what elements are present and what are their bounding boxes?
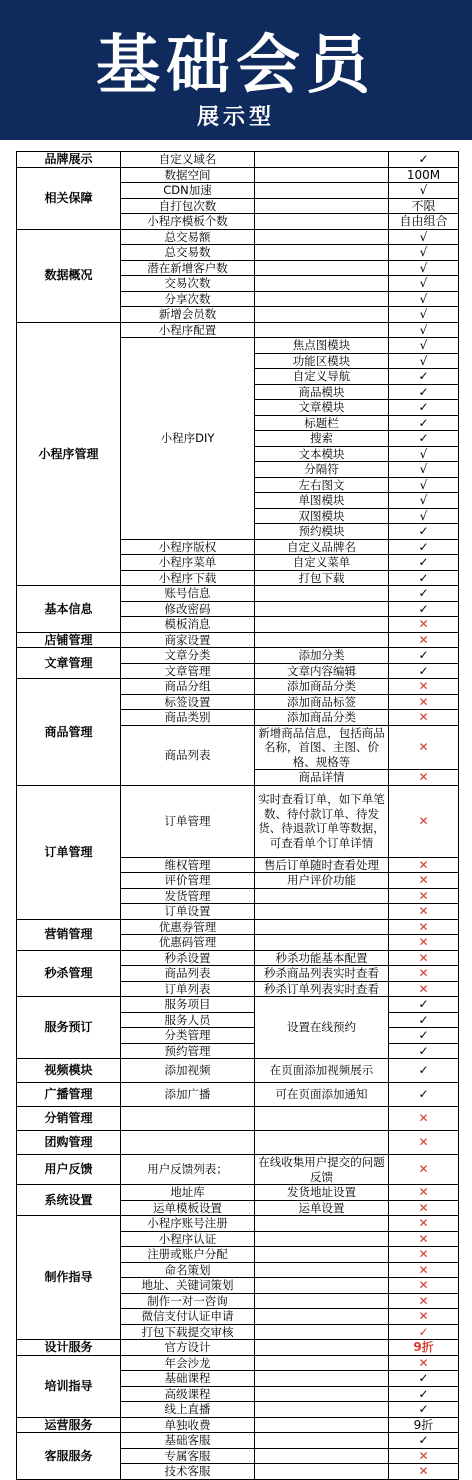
- detail-cell: 功能区模块: [255, 353, 389, 369]
- detail-cell: 设置在线预约: [255, 997, 389, 1059]
- value-cell: 9折: [389, 1340, 459, 1356]
- feature-cell: 小程序下载: [121, 570, 255, 586]
- feature-cell: 基础课程: [121, 1371, 255, 1387]
- value-cell: ✕: [389, 935, 459, 951]
- value-cell: √: [389, 260, 459, 276]
- value-cell: √: [389, 508, 459, 524]
- value-cell: √: [389, 183, 459, 199]
- feature-cell: 文章分类: [121, 648, 255, 664]
- value-cell: ✕: [389, 1262, 459, 1278]
- category-cell: 品牌展示: [17, 152, 121, 168]
- category-cell: 小程序管理: [17, 322, 121, 586]
- feature-cell: [121, 1107, 255, 1131]
- detail-cell: [255, 276, 389, 292]
- category-cell: 数据概况: [17, 229, 121, 322]
- detail-cell: [255, 904, 389, 920]
- category-cell: 培训指导: [17, 1355, 121, 1417]
- value-cell: ✕: [389, 1231, 459, 1247]
- category-cell: 分销管理: [17, 1107, 121, 1131]
- category-cell: 广播管理: [17, 1083, 121, 1107]
- detail-cell: 用户评价功能: [255, 873, 389, 889]
- value-cell: ✓: [389, 1433, 459, 1449]
- detail-cell: 添加商品标签: [255, 694, 389, 710]
- table-row: [17, 919, 459, 935]
- table-row: [17, 1216, 459, 1232]
- value-cell: ✕: [389, 710, 459, 726]
- value-cell: ✕: [389, 770, 459, 786]
- table-row: [17, 1433, 459, 1449]
- detail-cell: [255, 1293, 389, 1309]
- table-row: [17, 1417, 459, 1433]
- detail-cell: 可在页面添加通知: [255, 1083, 389, 1107]
- detail-cell: [255, 888, 389, 904]
- value-cell: ✓: [389, 369, 459, 385]
- value-cell: ✕: [389, 1185, 459, 1201]
- table-row: [17, 632, 459, 648]
- value-cell: ✓: [389, 1043, 459, 1059]
- detail-cell: 文本模块: [255, 446, 389, 462]
- feature-cell: 小程序模板个数: [121, 214, 255, 230]
- value-cell: ✓: [389, 586, 459, 602]
- detail-cell: 添加商品分类: [255, 679, 389, 695]
- detail-cell: 售后订单随时查看处理: [255, 857, 389, 873]
- detail-cell: 添加分类: [255, 648, 389, 664]
- table-row: [17, 1083, 459, 1107]
- detail-cell: 自定义品牌名: [255, 539, 389, 555]
- feature-cell: 总交易额: [121, 229, 255, 245]
- value-cell: √: [389, 245, 459, 261]
- feature-cell: 线上直播: [121, 1402, 255, 1418]
- detail-cell: 发货地址设置: [255, 1185, 389, 1201]
- detail-cell: [255, 1402, 389, 1418]
- value-cell: ✓: [389, 1028, 459, 1044]
- table-row: [17, 679, 459, 695]
- value-cell: √: [389, 338, 459, 354]
- table-row: [17, 785, 459, 857]
- value-cell: √: [389, 291, 459, 307]
- table-row: [17, 1185, 459, 1201]
- detail-cell: [255, 1340, 389, 1356]
- feature-cell: 年会沙龙: [121, 1355, 255, 1371]
- detail-cell: [255, 1433, 389, 1449]
- detail-cell: [255, 1309, 389, 1325]
- feature-cell: 分类管理: [121, 1028, 255, 1044]
- value-cell: ✕: [389, 1293, 459, 1309]
- value-cell: ✓: [389, 152, 459, 168]
- value-cell: ✕: [389, 1200, 459, 1216]
- value-cell: ✓: [389, 1371, 459, 1387]
- value-cell: ✓: [389, 648, 459, 664]
- feature-table: [16, 151, 459, 1480]
- value-cell: ✓: [389, 663, 459, 679]
- feature-cell: 发货管理: [121, 888, 255, 904]
- detail-cell: [255, 1231, 389, 1247]
- detail-cell: [255, 214, 389, 230]
- feature-cell: 单独收费: [121, 1417, 255, 1433]
- value-cell: ✓: [389, 555, 459, 571]
- category-cell: 运营服务: [17, 1417, 121, 1433]
- value-cell: ✕: [389, 1448, 459, 1464]
- detail-cell: 商品模块: [255, 384, 389, 400]
- detail-cell: [255, 229, 389, 245]
- detail-cell: 搜索: [255, 431, 389, 447]
- feature-cell: 自打包次数: [121, 198, 255, 214]
- feature-cell: 运单模板设置: [121, 1200, 255, 1216]
- detail-cell: [255, 183, 389, 199]
- feature-cell: 高级课程: [121, 1386, 255, 1402]
- feature-cell: 优惠码管理: [121, 935, 255, 951]
- value-cell: ✕: [389, 1278, 459, 1294]
- detail-cell: [255, 152, 389, 168]
- detail-cell: 运单设置: [255, 1200, 389, 1216]
- value-cell: ✓: [389, 1386, 459, 1402]
- feature-cell: 注册或账户分配: [121, 1247, 255, 1263]
- value-cell: ✕: [389, 1247, 459, 1263]
- page-title: 基础会员: [96, 29, 376, 103]
- detail-cell: 文章模块: [255, 400, 389, 416]
- detail-cell: [255, 586, 389, 602]
- value-cell: √: [389, 353, 459, 369]
- feature-cell: 账号信息: [121, 586, 255, 602]
- detail-cell: [255, 919, 389, 935]
- category-cell: 服务预订: [17, 997, 121, 1059]
- table-row: [17, 586, 459, 602]
- detail-cell: [255, 307, 389, 323]
- value-cell: ✕: [389, 1216, 459, 1232]
- category-cell: 设计服务: [17, 1340, 121, 1356]
- detail-cell: [255, 167, 389, 183]
- detail-cell: [255, 322, 389, 338]
- value-cell: ✓: [389, 1324, 459, 1340]
- category-cell: 基本信息: [17, 586, 121, 633]
- table-row: [17, 997, 459, 1013]
- value-cell: ✕: [389, 679, 459, 695]
- feature-cell: 模板消息: [121, 617, 255, 633]
- feature-cell: 小程序版权: [121, 539, 255, 555]
- feature-cell: 命名策划: [121, 1262, 255, 1278]
- feature-cell: 潜在新增客户数: [121, 260, 255, 276]
- feature-cell: 专属客服: [121, 1448, 255, 1464]
- detail-cell: [255, 1386, 389, 1402]
- detail-cell: 左右图文: [255, 477, 389, 493]
- feature-cell: 数据空间: [121, 167, 255, 183]
- detail-cell: 秒杀订单列表实时查看: [255, 981, 389, 997]
- value-cell: ✕: [389, 1355, 459, 1371]
- detail-cell: 新增商品信息，包括商品名称，首图、主图、价格、规格等: [255, 725, 389, 770]
- table-row: [17, 648, 459, 664]
- table-row: [17, 322, 459, 338]
- value-cell: ✕: [389, 725, 459, 770]
- detail-cell: 秒杀功能基本配置: [255, 950, 389, 966]
- detail-cell: 商品详情: [255, 770, 389, 786]
- detail-cell: [255, 632, 389, 648]
- feature-cell: 基础客服: [121, 1433, 255, 1449]
- value-cell: ✓: [389, 1059, 459, 1083]
- detail-cell: [255, 935, 389, 951]
- feature-cell: 技术客服: [121, 1464, 255, 1480]
- feature-cell: CDN加速: [121, 183, 255, 199]
- value-cell: ✓: [389, 539, 459, 555]
- detail-cell: 自定义菜单: [255, 555, 389, 571]
- detail-cell: 打包下载: [255, 570, 389, 586]
- value-cell: √: [389, 229, 459, 245]
- feature-cell: 优惠券管理: [121, 919, 255, 935]
- detail-cell: [255, 1355, 389, 1371]
- category-cell: 制作指导: [17, 1216, 121, 1340]
- table-row: [17, 950, 459, 966]
- detail-cell: [255, 1464, 389, 1480]
- value-cell: √: [389, 446, 459, 462]
- detail-cell: [255, 617, 389, 633]
- feature-cell: 总交易数: [121, 245, 255, 261]
- value-cell: ✕: [389, 1464, 459, 1480]
- value-cell: 自由组合: [389, 214, 459, 230]
- detail-cell: 自定义导航: [255, 369, 389, 385]
- detail-cell: 分隔符: [255, 462, 389, 478]
- value-cell: ✓: [389, 1012, 459, 1028]
- value-cell: ✕: [389, 857, 459, 873]
- feature-cell: 商家设置: [121, 632, 255, 648]
- value-cell: ✕: [389, 694, 459, 710]
- detail-cell: [255, 1131, 389, 1155]
- feature-cell: 打包下载提交审核: [121, 1324, 255, 1340]
- value-cell: ✓: [389, 601, 459, 617]
- feature-cell: 秒杀设置: [121, 950, 255, 966]
- detail-cell: [255, 198, 389, 214]
- feature-cell: 小程序认证: [121, 1231, 255, 1247]
- category-cell: 秒杀管理: [17, 950, 121, 997]
- detail-cell: [255, 1262, 389, 1278]
- detail-cell: 文章内容编辑: [255, 663, 389, 679]
- category-cell: 用户反馈: [17, 1155, 121, 1185]
- feature-cell: 自定义域名: [121, 152, 255, 168]
- feature-cell: 添加视频: [121, 1059, 255, 1083]
- feature-cell: 商品列表: [121, 966, 255, 982]
- value-cell: ✕: [389, 617, 459, 633]
- value-cell: 9折: [389, 1417, 459, 1433]
- detail-cell: [255, 1417, 389, 1433]
- feature-cell: 小程序DIY: [121, 338, 255, 540]
- table-row: [17, 1155, 459, 1185]
- value-cell: ✓: [389, 997, 459, 1013]
- value-cell: ✕: [389, 1107, 459, 1131]
- feature-cell: 新增会员数: [121, 307, 255, 323]
- detail-cell: [255, 1278, 389, 1294]
- feature-cell: 订单列表: [121, 981, 255, 997]
- category-cell: 系统设置: [17, 1185, 121, 1216]
- value-cell: ✓: [389, 431, 459, 447]
- value-cell: √: [389, 462, 459, 478]
- detail-cell: 在页面添加视频展示: [255, 1059, 389, 1083]
- value-cell: ✓: [389, 415, 459, 431]
- feature-cell: 评价管理: [121, 873, 255, 889]
- detail-cell: [255, 1371, 389, 1387]
- feature-cell: [121, 1131, 255, 1155]
- table-row: [17, 1340, 459, 1356]
- value-cell: ✕: [389, 904, 459, 920]
- feature-cell: 订单管理: [121, 785, 255, 857]
- detail-cell: 实时查看订单，如下单笔数、待付款订单、待发货、待退款订单等数据，可查看单个订单详情: [255, 785, 389, 857]
- table-row: [17, 1355, 459, 1371]
- value-cell: √: [389, 493, 459, 509]
- detail-cell: [255, 1107, 389, 1131]
- feature-cell: 商品列表: [121, 725, 255, 785]
- value-cell: ✕: [389, 1155, 459, 1185]
- category-cell: 团购管理: [17, 1131, 121, 1155]
- value-cell: √: [389, 477, 459, 493]
- feature-cell: 用户反馈列表；: [121, 1155, 255, 1185]
- category-cell: 相关保障: [17, 167, 121, 229]
- feature-cell: 小程序账号注册: [121, 1216, 255, 1232]
- feature-cell: 小程序菜单: [121, 555, 255, 571]
- detail-cell: [255, 1216, 389, 1232]
- detail-cell: 在线收集用户提交的问题反馈: [255, 1155, 389, 1185]
- feature-cell: 商品分组: [121, 679, 255, 695]
- page-subtitle: 展示型: [196, 105, 275, 130]
- detail-cell: 预约模块: [255, 524, 389, 540]
- detail-cell: [255, 291, 389, 307]
- value-cell: 100M: [389, 167, 459, 183]
- category-cell: 视频模块: [17, 1059, 121, 1083]
- value-cell: ✓: [389, 1402, 459, 1418]
- category-cell: 订单管理: [17, 785, 121, 919]
- value-cell: ✕: [389, 888, 459, 904]
- table-row: [17, 167, 459, 183]
- value-cell: 不限: [389, 198, 459, 214]
- detail-cell: 秒杀商品列表实时查看: [255, 966, 389, 982]
- value-cell: ✕: [389, 966, 459, 982]
- feature-cell: 标签设置: [121, 694, 255, 710]
- detail-cell: 焦点图模块: [255, 338, 389, 354]
- detail-cell: [255, 601, 389, 617]
- feature-cell: 分享次数: [121, 291, 255, 307]
- feature-cell: 小程序配置: [121, 322, 255, 338]
- feature-cell: 服务人员: [121, 1012, 255, 1028]
- page-header: [0, 0, 472, 140]
- value-cell: ✓: [389, 400, 459, 416]
- feature-cell: 交易次数: [121, 276, 255, 292]
- detail-cell: [255, 1448, 389, 1464]
- value-cell: ✕: [389, 785, 459, 857]
- detail-cell: [255, 245, 389, 261]
- value-cell: ✕: [389, 919, 459, 935]
- value-cell: ✓: [389, 524, 459, 540]
- category-cell: 文章管理: [17, 648, 121, 679]
- value-cell: ✓: [389, 570, 459, 586]
- feature-cell: 商品类别: [121, 710, 255, 726]
- detail-cell: 单图模块: [255, 493, 389, 509]
- detail-cell: 添加商品分类: [255, 710, 389, 726]
- category-cell: 营销管理: [17, 919, 121, 950]
- table-row: [17, 229, 459, 245]
- category-cell: 客服服务: [17, 1433, 121, 1480]
- category-cell: 商品管理: [17, 679, 121, 786]
- feature-cell: 地址、关键词策划: [121, 1278, 255, 1294]
- value-cell: ✓: [389, 384, 459, 400]
- value-cell: ✕: [389, 632, 459, 648]
- value-cell: ✕: [389, 950, 459, 966]
- detail-cell: [255, 260, 389, 276]
- feature-cell: 预约管理: [121, 1043, 255, 1059]
- detail-cell: [255, 1324, 389, 1340]
- feature-cell: 官方设计: [121, 1340, 255, 1356]
- value-cell: ✓: [389, 1083, 459, 1107]
- feature-table-wrap: [16, 151, 459, 1480]
- feature-cell: 制作一对一咨询: [121, 1293, 255, 1309]
- value-cell: ✕: [389, 981, 459, 997]
- table-row: [17, 152, 459, 168]
- table-row: [17, 1107, 459, 1131]
- table-row: [17, 1131, 459, 1155]
- feature-cell: 订单设置: [121, 904, 255, 920]
- value-cell: √: [389, 307, 459, 323]
- feature-cell: 服务项目: [121, 997, 255, 1013]
- detail-cell: 标题栏: [255, 415, 389, 431]
- feature-cell: 添加广播: [121, 1083, 255, 1107]
- table-row: [17, 1059, 459, 1083]
- value-cell: ✕: [389, 1309, 459, 1325]
- value-cell: ✕: [389, 1131, 459, 1155]
- feature-cell: 维权管理: [121, 857, 255, 873]
- feature-cell: 地址库: [121, 1185, 255, 1201]
- value-cell: ✕: [389, 873, 459, 889]
- value-cell: √: [389, 276, 459, 292]
- feature-cell: 微信支付认证申请: [121, 1309, 255, 1325]
- feature-cell: 修改密码: [121, 601, 255, 617]
- detail-cell: 双图模块: [255, 508, 389, 524]
- value-cell: √: [389, 322, 459, 338]
- detail-cell: [255, 1247, 389, 1263]
- category-cell: 店铺管理: [17, 632, 121, 648]
- feature-cell: 文章管理: [121, 663, 255, 679]
